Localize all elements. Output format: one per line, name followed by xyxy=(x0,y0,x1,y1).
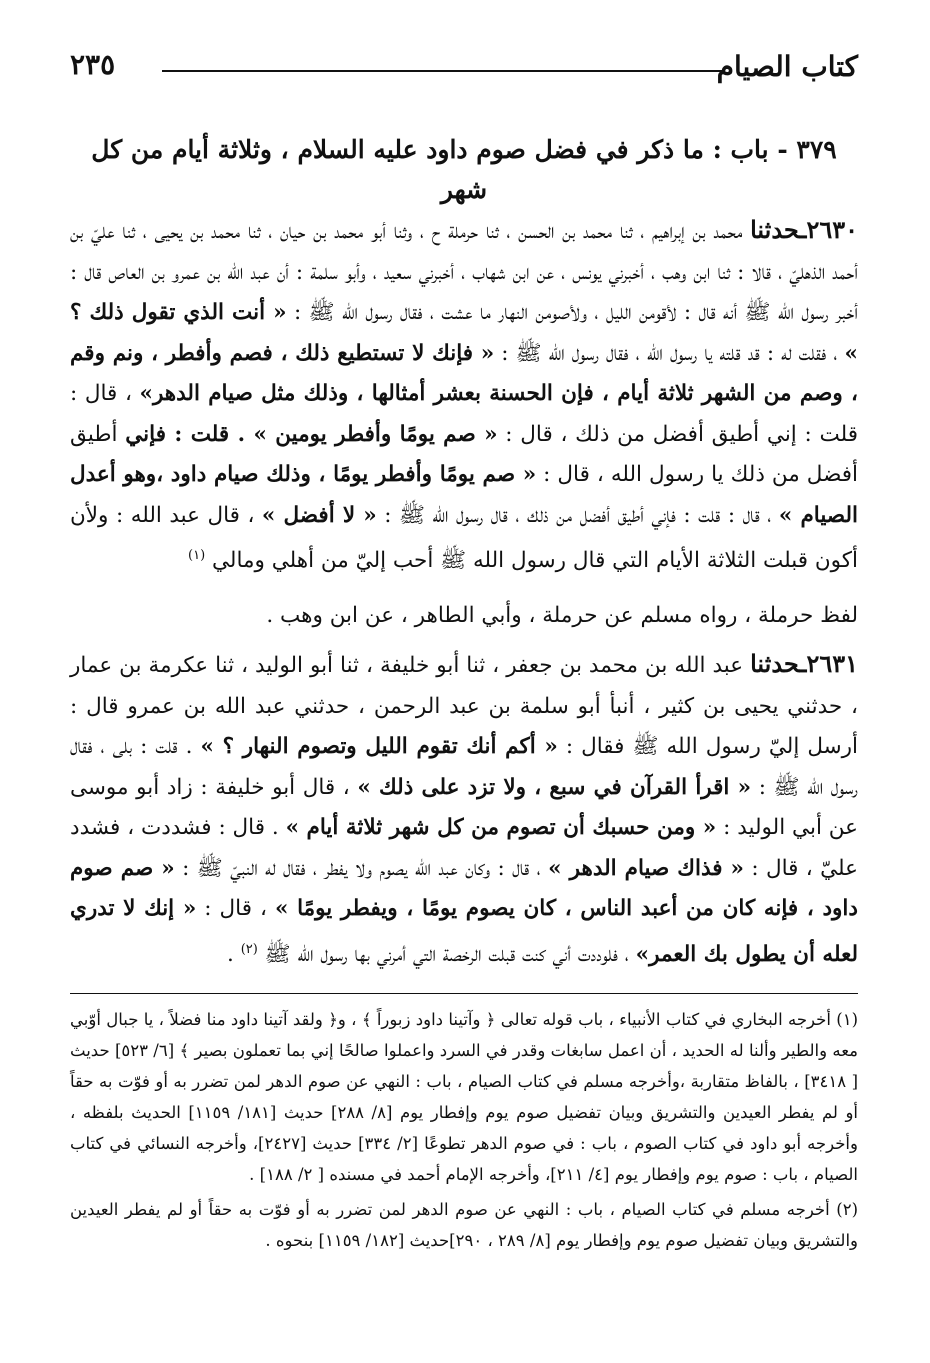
running-header xyxy=(70,40,858,90)
footnote-1: (١) أخرجه البخاري في كتاب الأنبياء ، باب قوله تعالى ﴿ وآتينا داود زبوراً ﴾ ، و﴿ ولقد آتينا داود منا فضلاً ، يا جبال أوّبي معه والطير وألنا له الحديد ، أن اعمل سابغات وقدر في السرد واعملوا صالحًا إني بما تعملون بصير ﴾ [٦/ ٥٢٣] حديث [ ٣٤١٨] ، بالفاظ متقاربة ،وأخرجه مسلم في كتاب الصيام ، باب : النهي عن صوم الدهر لمن تضرر به أو فوّت به حقاً أو لم يفطر العيدين والتشريق وبيان تفضيل صوم يوم وإفطار يوم [٨/ ٢٨٨] حديث [١٨١/ ١١٥٩] الحديث بلفظه ، وأخرجه أبو داود في كتاب الصوم ، باب : في صوم الدهر تطوعًا [٢/ ٣٣٤] حديث [٢٤٢٧]، وأخرجه النسائي في كتاب الصيام ، باب : صوم يوم وإفطار يوم [٤/ ٢١١]، وأخرجه الإمام أحمد في مسنده [ ٢/ ١٨٨] . xyxy=(70,1010,859,1185)
header-title: كتاب الصيام xyxy=(716,50,858,83)
main-text xyxy=(70,210,858,975)
text-run: . قلت : بلى ، فقال رسول الله ﷺ : xyxy=(70,734,858,800)
text-run: أطيق أفضل من ذلك يا رسول الله ، قال : xyxy=(70,421,858,487)
text-run: ، قال : قلت : فإني أطيق أفضل من ذلك ، قال رسول الله ﷺ : xyxy=(376,502,779,528)
quote-run: « فإنك لا تستطيع ذلك ، فصم وأفطر ، ونم وقم ، وصم من الشهر ثلاثة أيام ، فإن الحسنة بعشر أمثالها ، وذلك مثل صيام الدهر» xyxy=(70,340,858,406)
text-run: . xyxy=(227,941,241,967)
quote-run: « صم يومًا وأفطر يومين » . قلت : فإني xyxy=(125,421,498,447)
quote-run: « لا أفضل » xyxy=(261,502,377,528)
footnote-ref: (٢) xyxy=(240,941,258,957)
text-run: ، قال : قلت : إني أطيق أفضل من ذلك ، قال : xyxy=(70,381,858,447)
narration-note: لفظ حرملة ، رواه مسلم عن حرملة ، وأبي الطاهر ، عن ابن وهب . xyxy=(266,602,858,628)
quote-run: « صم يومًا وأفطر يومًا ، وذلك صيام داود ،وهو أعدل الصيام » xyxy=(70,462,858,528)
header-rule xyxy=(162,70,723,72)
footnote-ref: (١) xyxy=(188,548,206,563)
hadith-number: ٢٦٣٠ـحدثنا xyxy=(750,215,858,244)
quote-run: « ومن حسبك أن تصوم من كل شهر ثلاثة أيام » xyxy=(285,815,717,841)
text-run: ، قال أبو خليفة : زاد أبو موسى عن أبي الوليد : xyxy=(70,774,858,841)
text-run: . قال : فشددت ، فشدد عليّ ، قال : xyxy=(70,815,858,881)
text-run: محمد بن إبراهيم ، ثنا محمد بن الحسن ، ثنا حرملة ح ، وثنا أبو محمد بن حيان ، ثنا محمد بن يحيى ، ثنا عليّ بن أحمد الذهليّ ، قالا : ثنا ابن وهب ، أخبرني يونس ، عن ابن شهاب ، أخبرني سعيد ، وأبو سلمة : أن عبد الله بن عمرو بن العاص قال : أخبر رسول الله ﷺ أنه قال : لأقومن الليل ، ولأصومن النهار ما عشت ، فقال رسول الله ﷺ : xyxy=(70,219,858,325)
page-number: ٢٣٥ xyxy=(70,48,116,81)
chapter-heading: ٣٧٩ - باب : ما ذكر في فضل صوم داود عليه السلام ، وثلاثة أيام من كل شهر xyxy=(91,135,837,204)
footnote-divider xyxy=(70,993,858,994)
hadith-number: ٢٦٣١ـحدثنا xyxy=(750,649,858,679)
quote-run: « صم صوم داود ، فإنه كان من أعبد الناس ، كان يصوم يومًا ، ويفطر يومًا » xyxy=(70,855,858,922)
quote-run: « أكم أنك تقوم الليل وتصوم النهار ؟ » xyxy=(200,734,558,760)
text-run: ، قال عبد الله : ولأن أكون قبلت الثلاثة الأيام التي قال رسول الله ﷺ أحب إليّ من أهلي ومالي xyxy=(70,502,858,574)
text-run: ، قال : وكان عبد الله يصوم ولا يفطر ، فقال له النبيّ ﷺ : xyxy=(174,855,549,881)
text-run: ، فلوددت أني كنت قبلت الرخصة التي أمرني بها رسول الله ﷺ xyxy=(257,941,636,967)
quote-run: « أنت الذي تقول ذلك ؟ » xyxy=(70,300,858,366)
text-run: عبد الله بن محمد بن جعفر ، ثنا أبو خليفة ، ثنا أبو الوليد ، ثنا عكرمة بن عمار ، حدثني يحيى بن كثير ، أنبأ أبو سلمة بن عبد الرحمن ، حدثني عبد الله بن عمرو قال : أرسل إليّ رسول الله ﷺ فقال : xyxy=(70,653,858,760)
text-run: ، قال : xyxy=(196,896,275,922)
footnote-2: (٢) أخرجه مسلم في كتاب الصيام ، باب : النهي عن صوم الدهر لمن تضرر به أو فوّت به حقاً أو لم يفطر العيدين والتشريق وبيان تفضيل صوم يوم وإفطار يوم [٨/ ٢٨٩ ، ٢٩٠]حديث [١٨٢/ ١١٥٩] بنحوه . xyxy=(70,1200,858,1251)
hadith-paragraph xyxy=(70,644,858,975)
quote-run: « فذاك صيام الدهر » xyxy=(548,855,744,881)
footnotes xyxy=(70,1004,858,1256)
text-run: ، فقلت له : قد قلته يا رسول الله ، فقال رسول الله ﷺ : xyxy=(494,340,845,366)
book-page xyxy=(70,40,858,1260)
quote-run: « إنك لا تدري لعله أن يطول بك العمر» xyxy=(70,896,858,967)
quote-run: « اقرأ القرآن في سبع ، ولا تزد على ذلك » xyxy=(357,774,752,800)
hadith-paragraph xyxy=(70,210,858,582)
